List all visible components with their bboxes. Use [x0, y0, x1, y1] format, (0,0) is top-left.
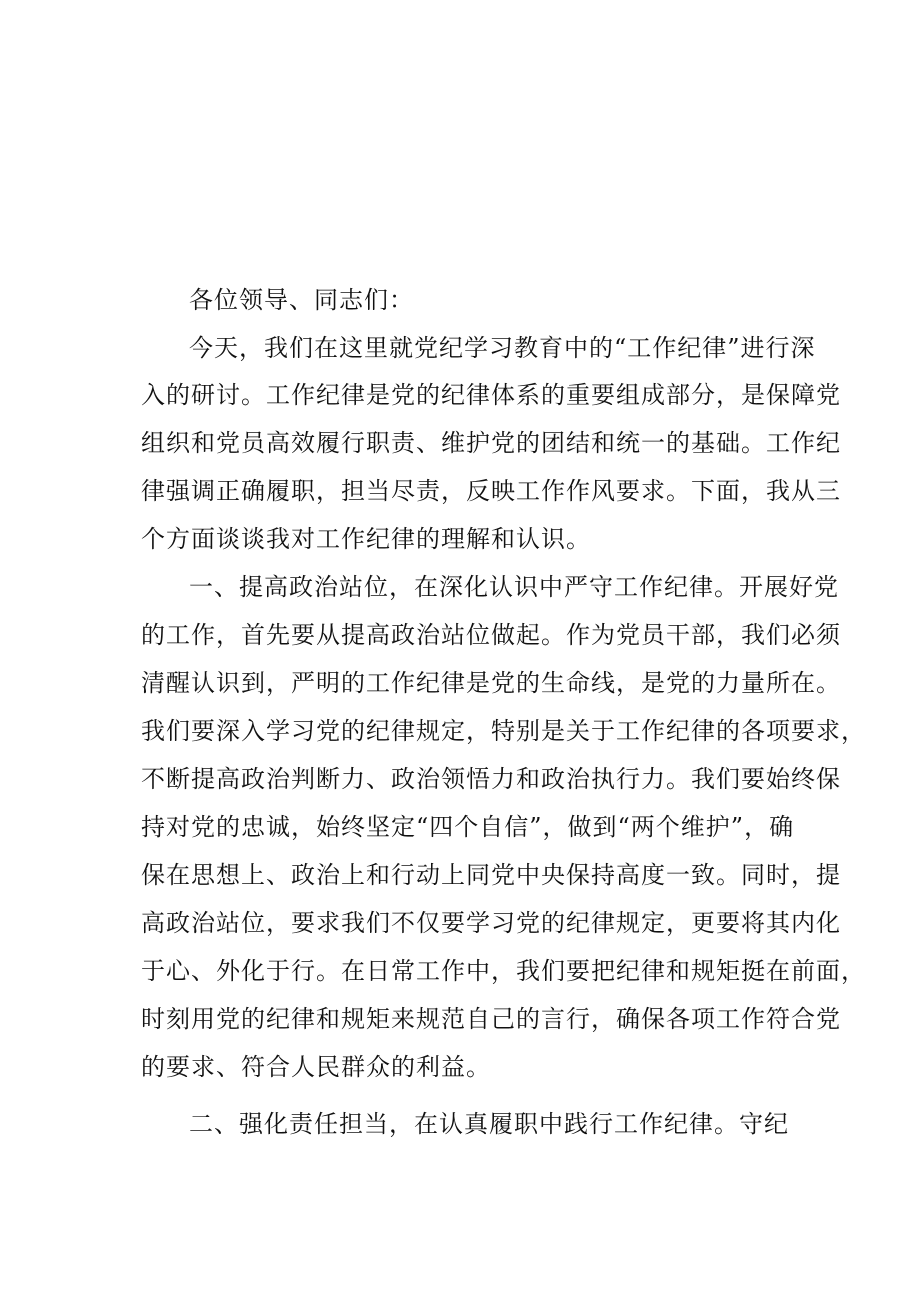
section-heading-line: 一、提高政治站位，在深化认识中严守工作纪律。开展好党	[189, 573, 839, 601]
paragraph-line: 入的研讨。工作纪律是党的纪律体系的重要组成部分，是保障党	[141, 381, 841, 409]
paragraph-line: 于心、外化于行。在日常工作中，我们要把纪律和规矩挺在前面，	[141, 957, 866, 985]
paragraph-line: 组织和党员高效履行职责、维护党的团结和统一的基础。工作纪	[141, 429, 841, 457]
paragraph-line: 保在思想上、政治上和行动上同党中央保持高度一致。同时，提	[141, 861, 841, 889]
paragraph-line: 高政治站位，要求我们不仅要学习党的纪律规定，更要将其内化	[141, 909, 841, 937]
paragraph-line: 律强调正确履职，担当尽责，反映工作作风要求。下面，我从三	[141, 477, 841, 505]
section-heading-line: 二、强化责任担当，在认真履职中践行工作纪律。守纪	[189, 1110, 789, 1138]
paragraph-line: 不断提高政治判断力、政治领悟力和政治执行力。我们要始终保	[141, 765, 841, 793]
paragraph-line: 我们要深入学习党的纪律规定，特别是关于工作纪律的各项要求，	[141, 717, 866, 745]
paragraph-line: 今天，我们在这里就党纪学习教育中的“工作纪律”进行深	[189, 334, 816, 362]
paragraph-line: 时刻用党的纪律和规矩来规范自己的言行，确保各项工作符合党	[141, 1005, 841, 1033]
paragraph-line: 持对党的忠诚，始终坚定“四个自信”，做到“两个维护”，确	[141, 813, 795, 841]
paragraph-line: 清醒认识到，严明的工作纪律是党的生命线，是党的力量所在。	[141, 669, 841, 697]
paragraph-line: 的工作，首先要从提高政治站位做起。作为党员干部，我们必须	[141, 621, 841, 649]
paragraph-line: 的要求、符合人民群众的利益。	[141, 1053, 491, 1081]
paragraph-line: 个方面谈谈我对工作纪律的理解和认识。	[141, 525, 591, 553]
salutation: 各位领导、同志们：	[189, 286, 414, 314]
